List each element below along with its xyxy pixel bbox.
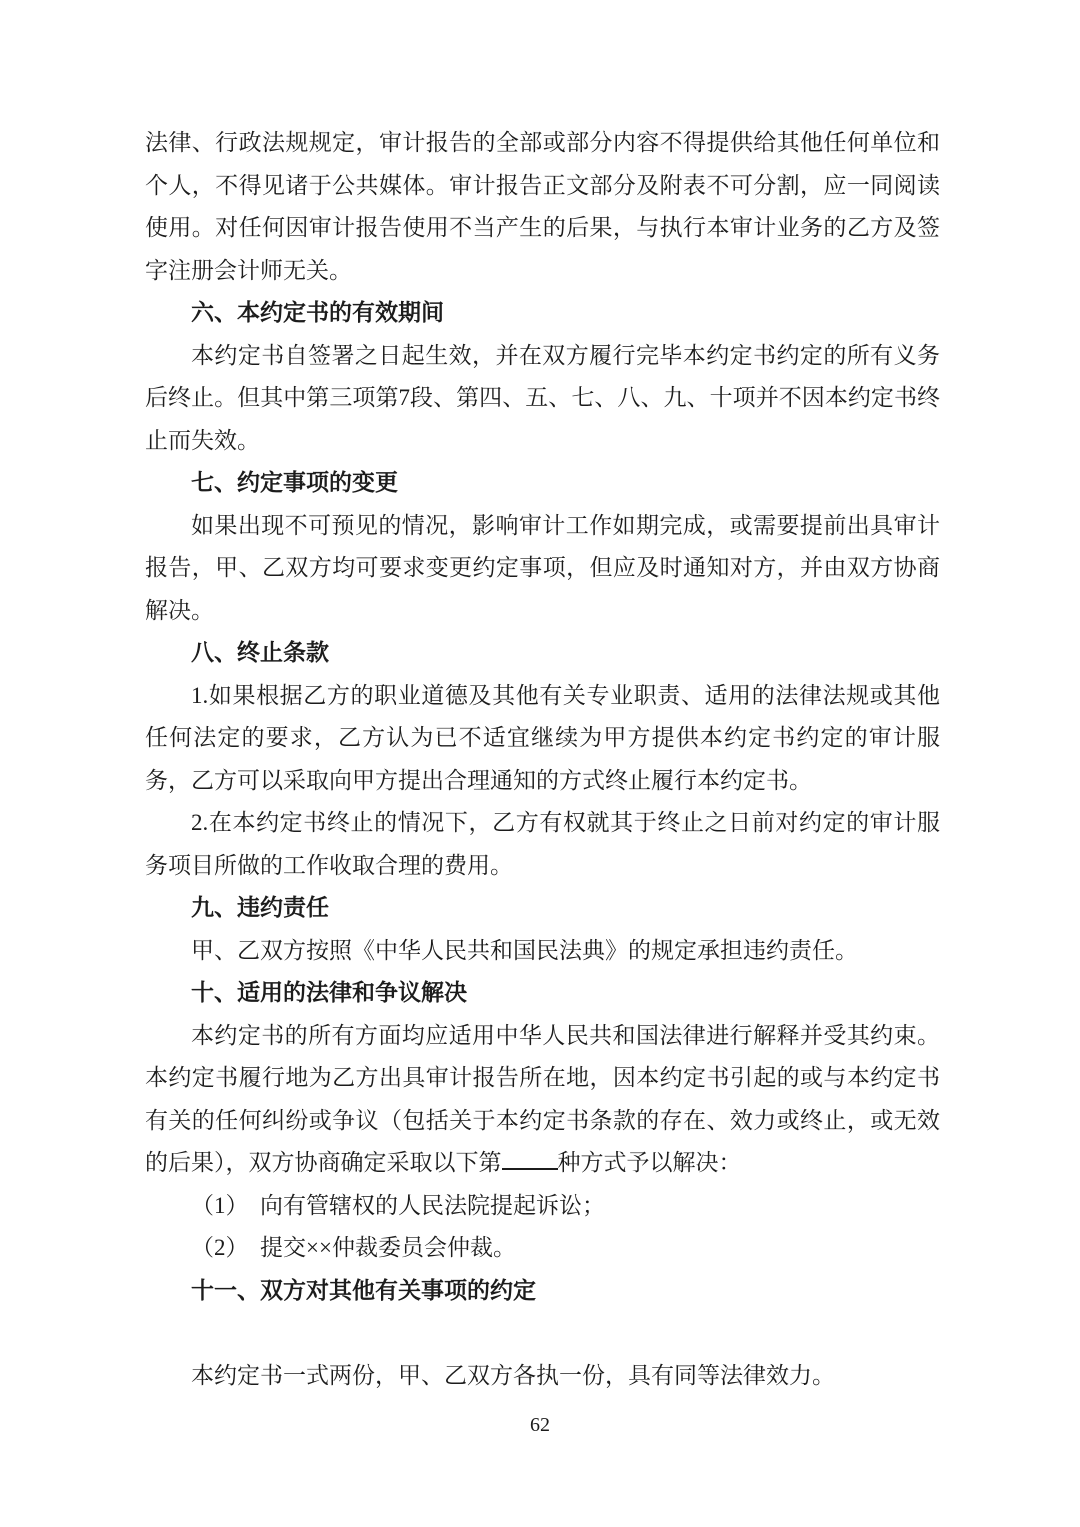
paragraph-text: 本约定书的所有方面均应适用中华人民共和国法律进行解释并受其约束。本约定书履行地为乙方出具审计报告所在地，因本约定书引起的或与本约定书有关的任何纠纷或争议（包括关于本约定书条款的存在、效力或终止，或无效的后果），双方协商确定采取以下第 xyxy=(145,1022,940,1175)
paragraph xyxy=(145,1015,940,1185)
paragraph: 法律、行政法规规定，审计报告的全部或部分内容不得提供给其他任何单位和个人，不得见诸于公共媒体。审计报告正文部分及附表不可分割，应一同阅读使用。对任何因审计报告使用不当产生的后果，与执行本审计业务的乙方及签字注册会计师无关。 xyxy=(145,130,940,283)
section-heading: 七、约定事项的变更 xyxy=(191,470,398,495)
blank-line-spacer xyxy=(145,1312,940,1355)
paragraph: 本约定书一式两份，甲、乙双方各执一份，具有同等法律效力。 xyxy=(191,1362,835,1388)
paragraph: 甲、乙双方按照《中华人民共和国民法典》的规定承担违约责任。 xyxy=(191,937,858,963)
section-heading: 十一、双方对其他有关事项的约定 xyxy=(191,1277,536,1303)
section-heading: 九、违约责任 xyxy=(191,895,329,920)
section-heading: 十、适用的法律和争议解决 xyxy=(191,980,467,1005)
paragraph: 本约定书自签署之日起生效，并在双方履行完毕本约定书约定的所有义务后终止。但其中第三项第7段、第四、五、七、八、九、十项并不因本约定书终止而失效。 xyxy=(145,342,940,453)
page-number: 62 xyxy=(530,1414,550,1436)
list-item: （1） 向有管辖权的人民法院提起诉讼； xyxy=(191,1192,605,1218)
paragraph: 2.在本约定书终止的情况下，乙方有权就其于终止之日前对约定的审计服务项目所做的工作收取合理的费用。 xyxy=(145,810,940,878)
list-item: （2） 提交××仲裁委员会仲裁。 xyxy=(191,1235,516,1260)
document-body xyxy=(145,122,940,1397)
paragraph: 如果出现不可预见的情况，影响审计工作如期完成，或需要提前出具审计报告，甲、乙双方均可要求变更约定事项，但应及时通知对方，并由双方协商解决。 xyxy=(145,512,940,623)
paragraph: 1.如果根据乙方的职业道德及其他有关专业职责、适用的法律法规或其他任何法定的要求，乙方认为已不适宜继续为甲方提供本约定书约定的审计服务，乙方可以采取向甲方提出合理通知的方式终止履行本约定书。 xyxy=(145,682,940,793)
paragraph-text: 种方式予以解决： xyxy=(557,1150,742,1175)
fill-in-blank xyxy=(502,1145,558,1170)
section-heading: 八、终止条款 xyxy=(191,640,329,665)
section-heading: 六、本约定书的有效期间 xyxy=(191,300,444,325)
